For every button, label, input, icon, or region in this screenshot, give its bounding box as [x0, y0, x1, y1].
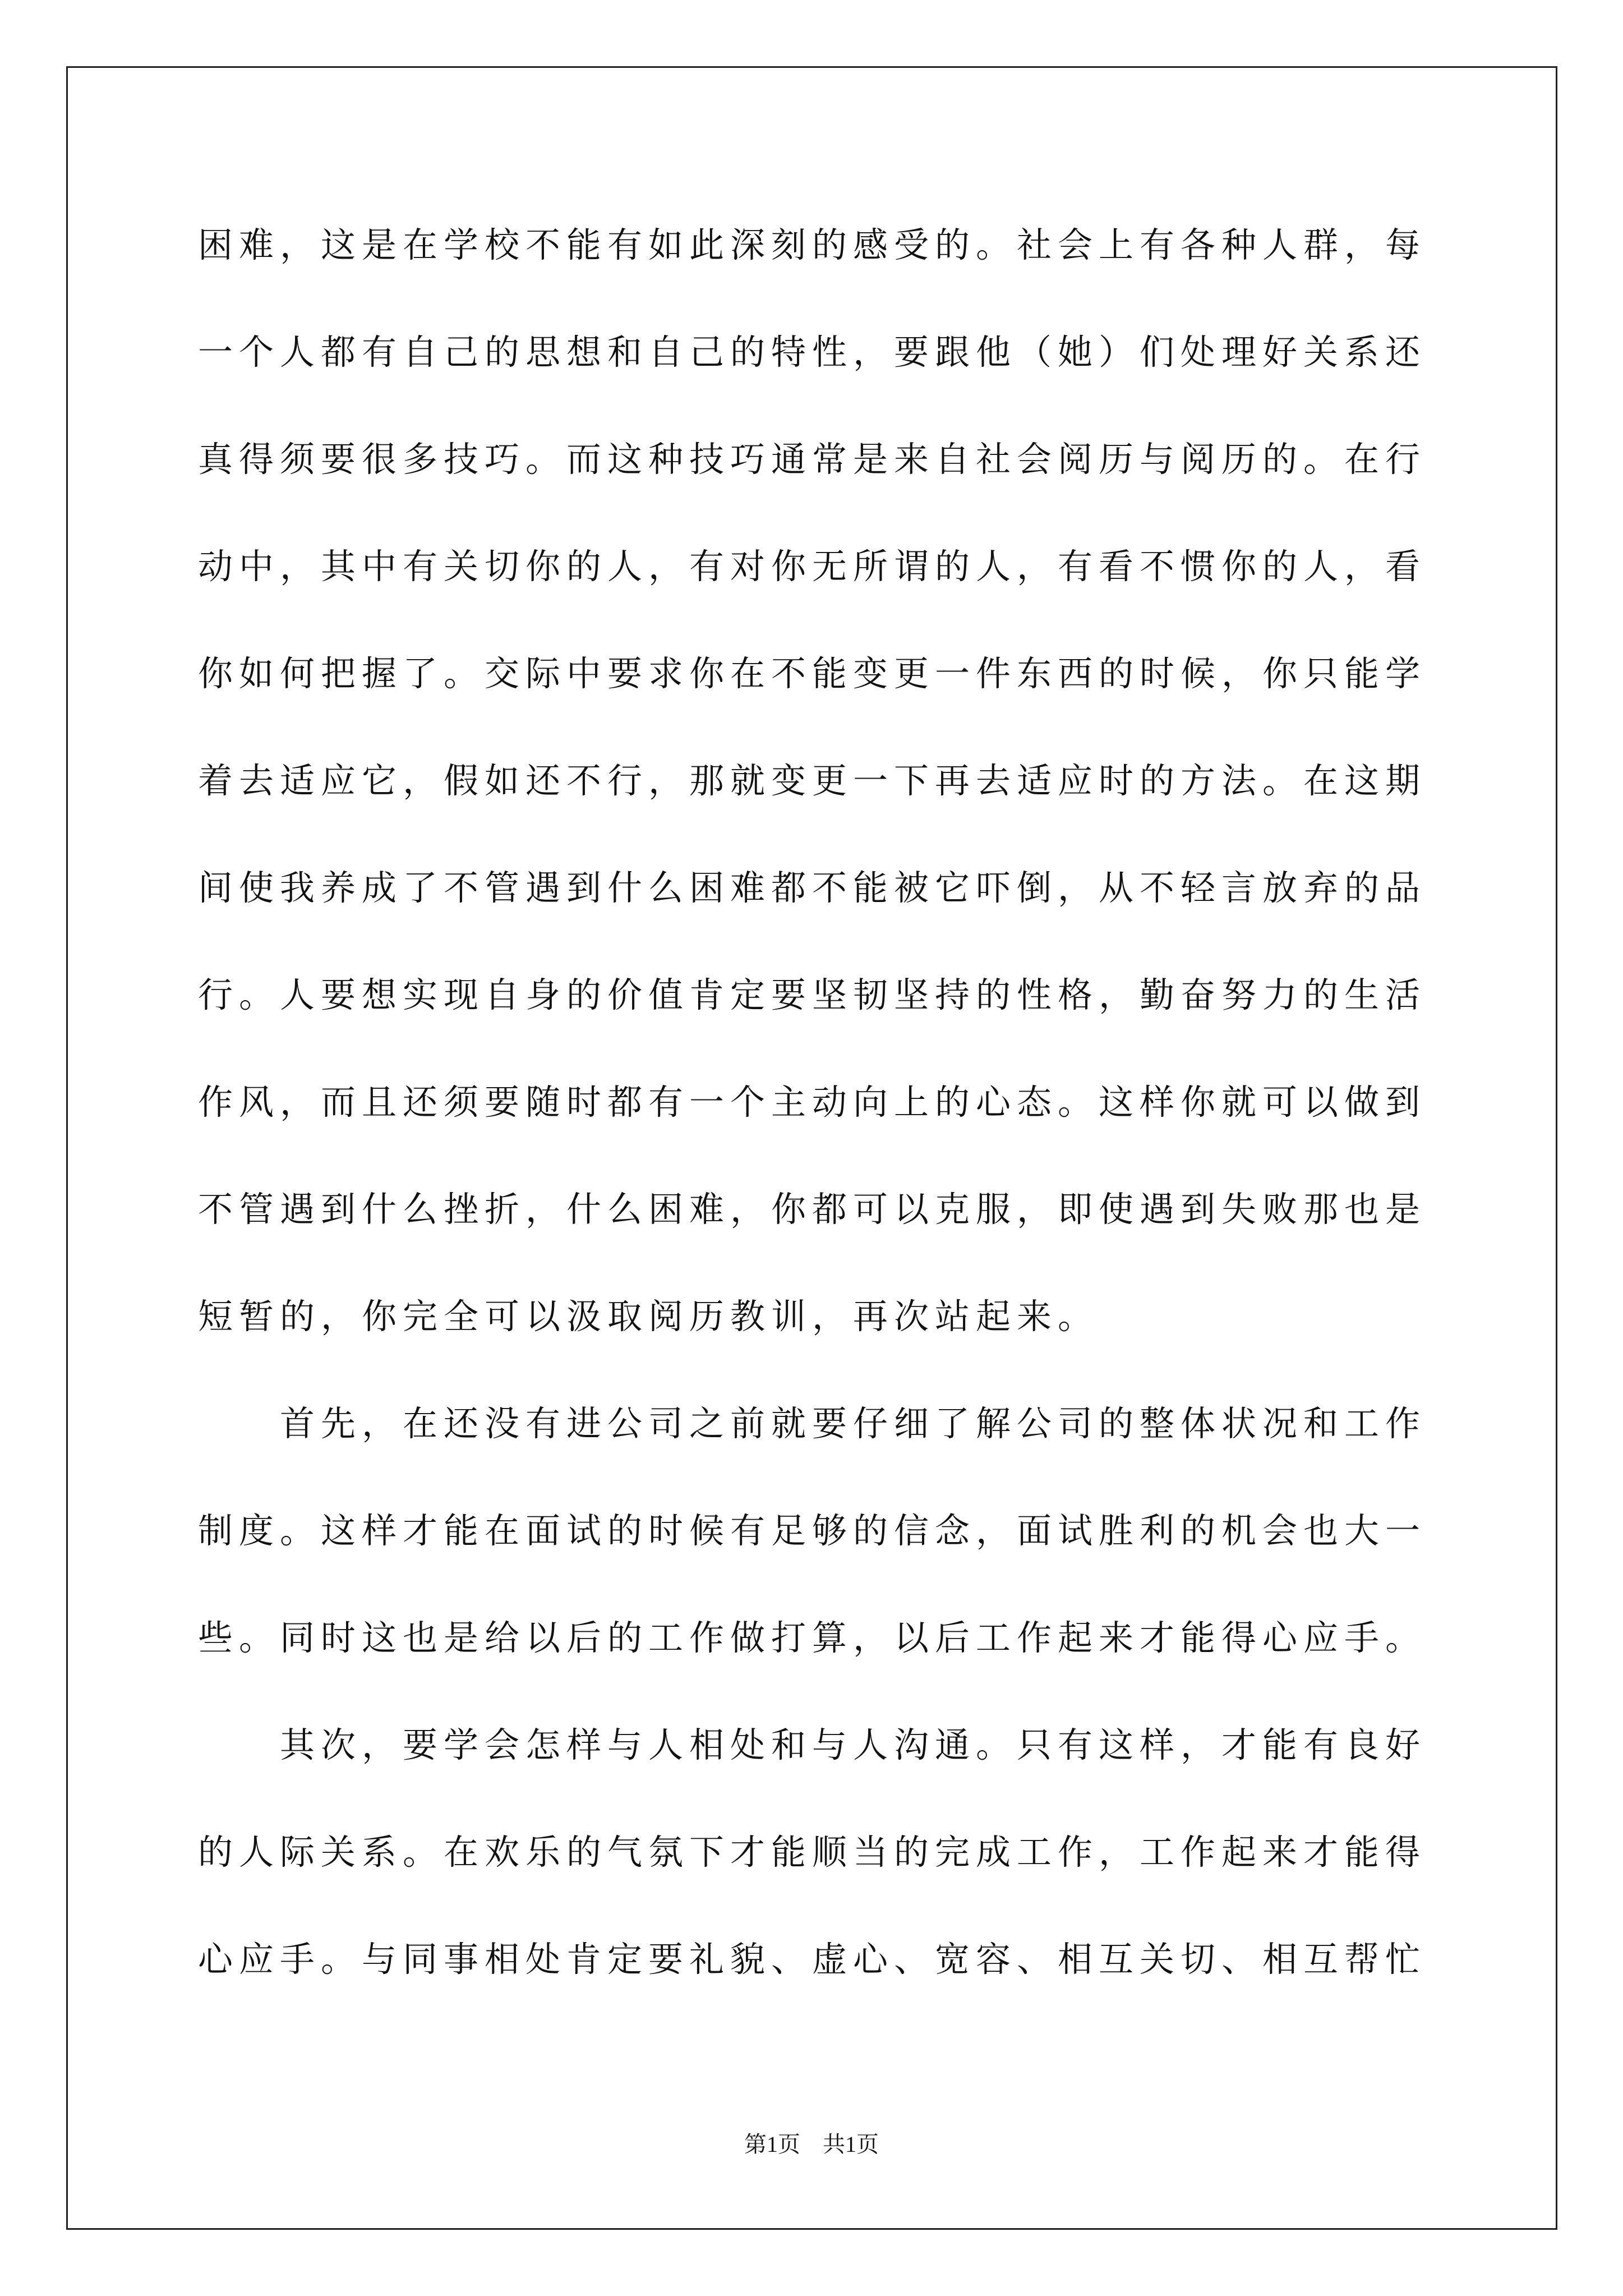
- text-line: 动中，其中有关切你的人，有对你无所谓的人，有看不惯你的人，看: [198, 546, 1427, 587]
- text-line: 其次，要学会怎样与人相处和与人沟通。只有这样，才能有良好: [280, 1724, 1427, 1765]
- text-line: 些。同时这也是给以后的工作做打算，以后工作起来才能得心应手。: [198, 1617, 1427, 1658]
- text-line: 真得须要很多技巧。而这种技巧通常是来自社会阅历与阅历的。在行: [198, 439, 1427, 480]
- text-line: 行。人要想实现自身的价值肯定要坚韧坚持的性格，勤奋努力的生活: [198, 974, 1427, 1015]
- text-line: 短暂的，你完全可以汲取阅历教训，再次站起来。: [198, 1296, 1099, 1337]
- page-footer: 第1页 共1页: [744, 2132, 879, 2157]
- text-line: 的人际关系。在欢乐的气氛下才能顺当的完成工作，工作起来才能得: [198, 1832, 1427, 1872]
- text-line: 着去适应它，假如还不行，那就变更一下再去适应时的方法。在这期: [198, 760, 1427, 801]
- paragraph: [198, 191, 1432, 1370]
- text-line: 一个人都有自己的思想和自己的特性，要跟他（她）们处理好关系还: [198, 332, 1427, 372]
- text-line: 困难，这是在学校不能有如此深刻的感受的。社会上有各种人群，每: [198, 224, 1427, 265]
- paragraph: [198, 1691, 1432, 2013]
- text-line: 制度。这样才能在面试的时候有足够的信念，面试胜利的机会也大一: [198, 1510, 1427, 1551]
- text-line: 首先，在还没有进公司之前就要仔细了解公司的整体状况和工作: [280, 1403, 1427, 1444]
- text-line: 作风，而且还须要随时都有一个主动向上的心态。这样你就可以做到: [198, 1082, 1427, 1122]
- text-line: 你如何把握了。交际中要求你在不能变更一件东西的时候，你只能学: [198, 653, 1427, 694]
- body-text: [198, 191, 1432, 2013]
- text-line: 心应手。与同事相处肯定要礼貌、虚心、宽容、相互关切、相互帮忙: [198, 1939, 1427, 1980]
- paragraph: [198, 1370, 1432, 1691]
- text-line: 不管遇到什么挫折，什么困难，你都可以克服，即使遇到失败那也是: [198, 1189, 1427, 1230]
- text-line: 间使我养成了不管遇到什么困难都不能被它吓倒，从不轻言放弃的品: [198, 867, 1427, 908]
